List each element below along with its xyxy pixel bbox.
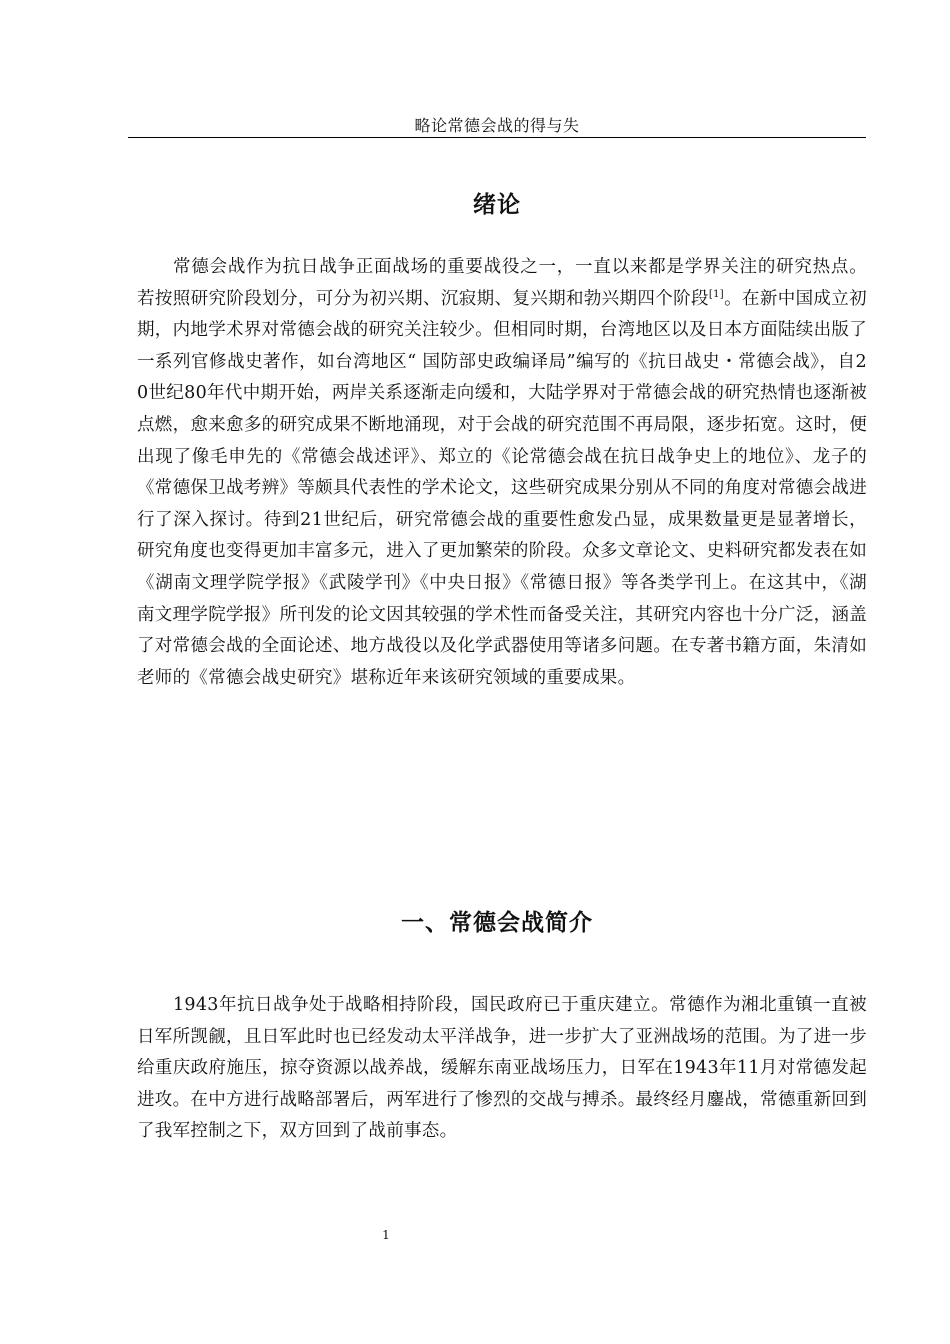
intro-paragraph [137,252,867,694]
intro-paragraph-text-1: 常德会战作为抗日战争正面战场的重要战役之一，一直以来都是学界关注的研究热点。若按照研究阶段划分，可分为初兴期、沉寂期、复兴期和勃兴期四个阶段 [137,257,867,309]
header-divider [128,137,866,138]
section1-heading: 一、常德会战简介 [401,910,593,937]
running-header-title: 略论常德会战的得与失 [414,116,580,135]
section1-paragraph: 1943年抗日战争处于战略相持阶段，国民政府已于重庆建立。常德作为湘北重镇一直被日军所觊觎，且日军此时也已经发动太平洋战争，进一步扩大了亚洲战场的范围。为了进一步给重庆政府施压，掠夺资源以战养战，缓解东南亚战场压力，日军在1943年11月对常德发起进攻。在中方进行战略部署后，两军进行了惨烈的交战与搏杀。最终经月鏖战，常德重新回到了我军控制之下，双方回到了战前事态。 [137,995,867,1142]
intro-paragraph-text-2: 。在新中国成立初期，内地学术界对常德会战的研究关注较少。但相同时期，台湾地区以及日本方面陆续出版了一系列官修战史著作，如台湾地区“ 国防部史政编译局”编写的《抗日战史・常德会战》，自20世纪80年代中期开始，两岸关系逐渐走向缓和，大陆学界对于常德会战的研究热情也逐渐被点燃，愈来愈多的研究成果不断地涌现，对于会战的研究范围不再局限，逐步拓宽。这时，便出现了像毛申先的《常德会战述评》、郑立的《论常德会战在抗日战争史上的地位》、龙子的《常德保卫战考辨》等颇具代表性的学术论文，这些研究成果分别从不同的角度对常德会战进行了深入探讨。待到21世纪后，研究常德会战的重要性愈发凸显，成果数量更是显著增长，研究角度也变得更加丰富多元，进入了更加繁荣的阶段。众多文章论文、史料研究都发表在如《湖南文理学院学报》《武陵学刊》《中央日报》《常德日报》等各类学刊上。在这其中，《湖南文理学院学报》所刊发的论文因其较强的学术性而备受关注，其研究内容也十分广泛，涵盖了对常德会战的全面论述、地方战役以及化学武器使用等诸多问题。在专著书籍方面，朱清如老师的《常德会战史研究》堪称近年来该研究领域的重要成果。 [137,288,867,688]
citation-marker: [1] [708,288,724,300]
page-number: 1 [382,1228,390,1242]
intro-heading: 绪论 [473,192,521,219]
